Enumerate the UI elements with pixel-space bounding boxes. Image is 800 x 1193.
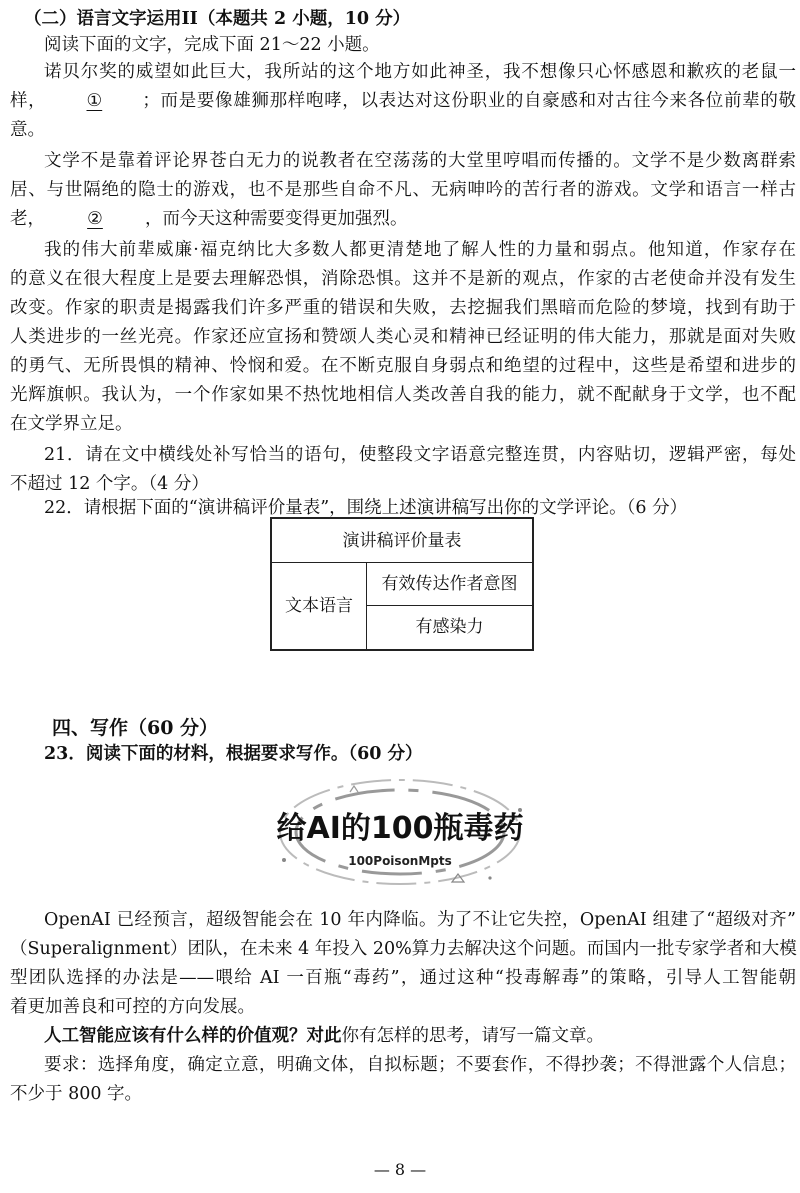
logo-subtitle: 100PoisonMpts bbox=[348, 854, 452, 868]
writing-prompt bbox=[44, 1023, 796, 1049]
q21-line1: 21．请在文中横线处补写恰当的语句，使整段文字语意完整连贯，内容贴切，逻辑严密，每处 bbox=[44, 445, 796, 465]
requirements-line1: 要求：选择角度，确定立意，明确文体，自拟标题；不要套作，不得抄袭；不得泄露个人信息； bbox=[44, 1055, 796, 1075]
poison-logo-image bbox=[240, 770, 560, 900]
material-line4: 着更加善良和可控的方向发展。 bbox=[10, 997, 255, 1017]
para2-line3-pre: 老， bbox=[10, 209, 45, 229]
para3-line7: 在文学界立足。 bbox=[10, 414, 133, 434]
para3-line6: 光辉旗帜。我认为，一个作家如果不热忱地相信人类改善自我的能力，就不配献身于文学，也不配 bbox=[10, 385, 796, 405]
blank-1: ① bbox=[86, 91, 103, 111]
q21-line2: 不超过 12 个字。（4 分） bbox=[10, 474, 209, 494]
requirements-line2: 不少于 800 字。 bbox=[10, 1084, 143, 1104]
material-line3: 型团队选择的办法是——喂给 AI 一百瓶“毒药”，通过这种“投毒解毒”的策略，引导人工智能朝 bbox=[10, 968, 796, 988]
prompt-rest: 你有怎样的思考，请写一篇文章。 bbox=[341, 1026, 604, 1046]
para3-line4: 人类进步的一丝光亮。作家还应宣扬和赞颂人类心灵和精神已经证明的伟大能力，那就是面对失败 bbox=[10, 327, 796, 347]
logo-graphic bbox=[240, 770, 560, 900]
logo-title: 给AI的100瓶毒药 bbox=[276, 811, 524, 846]
para1-line2-pre: 样， bbox=[10, 91, 47, 111]
prompt-bold: 人工智能应该有什么样的价值观？对此 bbox=[44, 1026, 342, 1046]
instruction-text: 阅读下面的文字，完成下面 21～22 小题。 bbox=[44, 35, 380, 55]
page-number: — 8 — bbox=[373, 1160, 427, 1179]
para1-line2-post: ；而是要像雄狮那样咆哮，以表达对这份职业的自豪感和对古往今来各位前辈的敬 bbox=[142, 91, 797, 111]
table-criterion-1: 有效传达作者意图 bbox=[367, 563, 532, 606]
table-category: 文本语言 bbox=[272, 563, 367, 649]
para3-line5: 的勇气、无所畏惧的精神、怜悯和爱。在不断克服自身弱点和绝望的过程中，这些是希望和进步的 bbox=[10, 356, 796, 376]
para2-line3-post: ，而今天这种需要变得更加强烈。 bbox=[145, 209, 408, 229]
material-line1: OpenAI 已经预言，超级智能会在 10 年内降临。为了不让它失控，OpenAI 组建了“超级对齐” bbox=[44, 910, 796, 930]
writing-section-heading: 四、写作（60 分） bbox=[52, 717, 219, 739]
material-line2: （Superalignment）团队，在未来 4 年投入 20%算力去解决这个问题。而国内一批专家学者和大模 bbox=[10, 939, 797, 959]
q22-text: 22．请根据下面的“演讲稿评价量表”，围绕上述演讲稿写出你的文学评论。（6 分） bbox=[44, 498, 688, 518]
para1-line3: 意。 bbox=[10, 120, 45, 140]
table-title: 演讲稿评价量表 bbox=[272, 519, 532, 563]
para3-line1: 我的伟大前辈威廉·福克纳比大多数人都更清楚地了解人性的力量和弱点。他知道，作家存在 bbox=[44, 240, 796, 260]
blank-2: ② bbox=[87, 209, 103, 229]
para3-line2: 的意义在很大程度上是要去理解恐惧，消除恐惧。这并不是新的观点，作家的古老使命并没有发生 bbox=[10, 269, 796, 289]
evaluation-table bbox=[270, 517, 534, 651]
section-heading: （二）语言文字运用II（本题共 2 小题，10 分） bbox=[24, 9, 411, 29]
para1-line2 bbox=[10, 88, 796, 114]
para2-line2: 居、与世隔绝的隐士的游戏，也不是那些自命不凡、无病呻吟的苦行者的游戏。文学和语言一样古 bbox=[10, 180, 796, 200]
table-criterion-2: 有感染力 bbox=[415, 617, 484, 637]
para2-line1: 文学不是靠着评论界苍白无力的说教者在空荡荡的大堂里哼唱而传播的。文学不是少数离群索 bbox=[44, 151, 796, 171]
para1-line1: 诺贝尔奖的威望如此巨大，我所站的这个地方如此神圣，我不想像只心怀感恩和歉疚的老鼠一 bbox=[44, 62, 796, 82]
q23-text: 23．阅读下面的材料，根据要求写作。（60 分） bbox=[44, 744, 423, 764]
para2-line3 bbox=[10, 206, 796, 232]
para3-line3: 改变。作家的职责是揭露我们许多严重的错误和失败，去挖掘我们黑暗而危险的梦境，找到有助于 bbox=[10, 298, 796, 318]
